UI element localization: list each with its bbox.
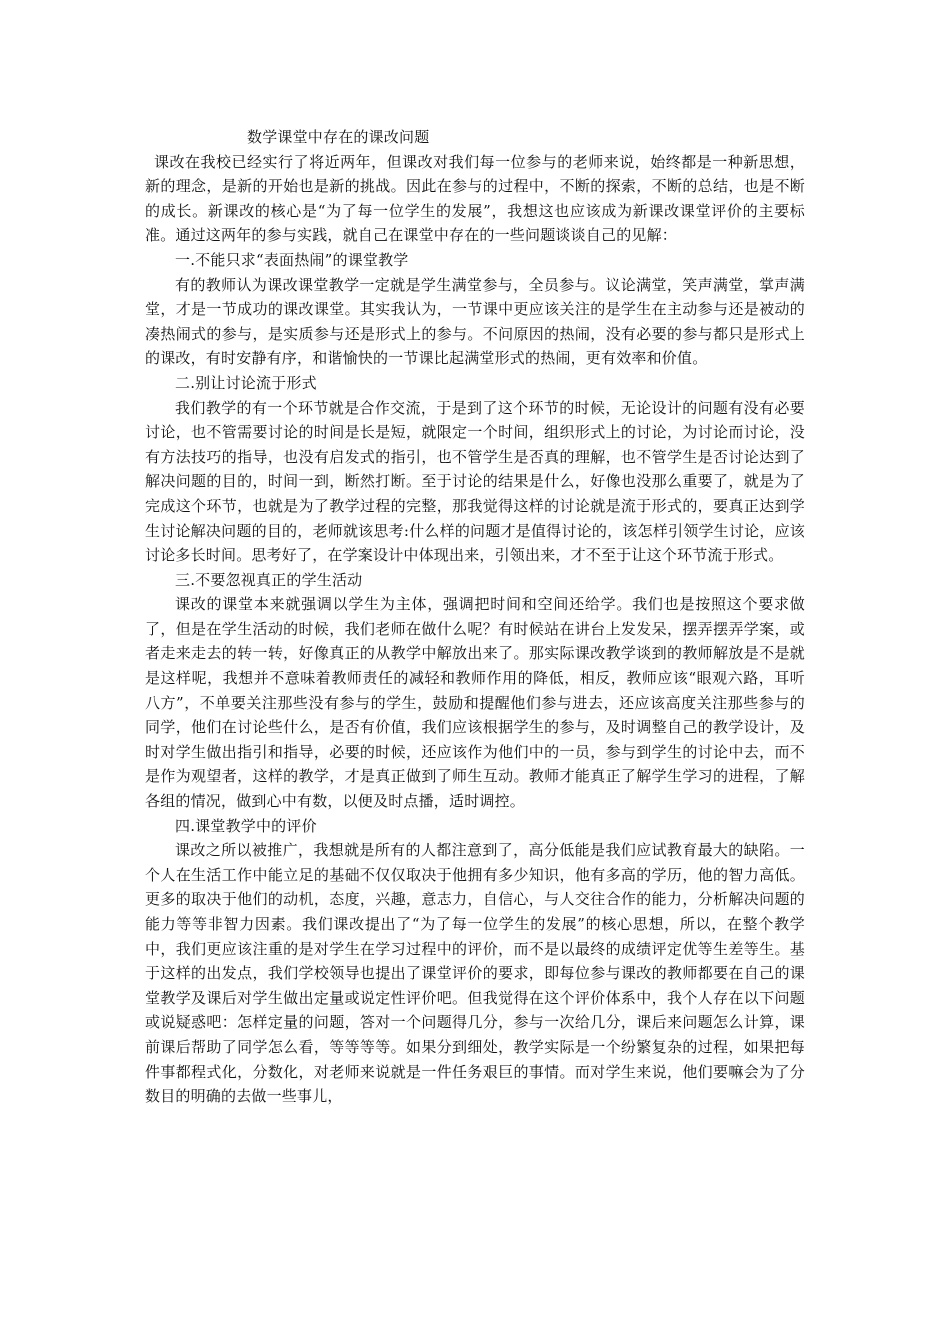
section-heading-3: 三.不要忽视真正的学生活动 <box>175 570 363 589</box>
section-body-1: 有的教师认为课改课堂教学一定就是学生满堂参与，全员参与。议论满堂，笑声满堂，掌声满堂，才是一节成功的课改课堂。其实我认为，一节课中更应该关注的是学生在主动参与还是被动的凑热闹式的参与，是实质参与还是形式上的参与。不问原因的热闹，没有必要的参与都只是形式上的课改，有时安静有序，和谐愉快的一节课比起满堂形式的热闹，更有效率和价值。 <box>145 275 805 368</box>
intro-paragraph: 课改在我校已经实行了将近两年，但课改对我们每一位参与的老师来说，始终都是一种新思想，新的理念，是新的开始也是新的挑战。因此在参与的过程中，不断的探索，不断的总结，也是不断的成长。新课改的核心是“为了每一位学生的发展”，我想这也应该成为新课改课堂评价的主要标准。通过这两年的参与实践，就自己在课堂中存在的一些问题谈谈自己的见解： <box>145 152 805 245</box>
section-heading-4: 四.课堂教学中的评价 <box>175 816 317 835</box>
section-heading-1: 一.不能只求“表面热闹”的课堂教学 <box>175 250 409 269</box>
document-title: 数学课堂中存在的课改问题 <box>247 128 430 146</box>
section-body-2: 我们教学的有一个环节就是合作交流，于是到了这个环节的时候，无论设计的问题有没有必要讨论，也不管需要讨论的时间是长是短，就限定一个时间，组织形式上的讨论，为讨论而讨论，没有方法技巧的指导，也没有启发式的指引，也不管学生是否真的理解，也不管学生是否讨论达到了解决问题的目的，时间一到，断然打断。至于讨论的结果是什么，好像也没那么重要了，就是为了完成这个环节，也就是为了教学过程的完整，那我觉得这样的讨论就是流于形式的，要真正达到学生讨论解决问题的目的，老师就该思考:什么样的问题才是值得讨论的，该怎样引领学生讨论，应该讨论多长时间。思考好了，在学案设计中体现出来，引领出来，才不至于让这个环节流于形式。 <box>145 398 805 565</box>
section-heading-2: 二.别让讨论流于形式 <box>175 373 317 392</box>
section-body-3: 课改的课堂本来就强调以学生为主体，强调把时间和空间还给学。我们也是按照这个要求做了，但是在学生活动的时候，我们老师在做什么呢？有时候站在讲台上发发呆，摆弄摆弄学案，或者走来走去的转一转，好像真正的从教学中解放出来了。那实际课改教学谈到的教师解放是不是就是这样呢，我想并不意味着教师责任的减轻和教师作用的降低，相反，教师应该“眼观六路，耳听八方”，不单要关注那些没有参与的学生，鼓励和提醒他们参与进去，还应该高度关注那些参与的同学，他们在讨论些什么，是否有价值，我们应该根据学生的参与，及时调整自己的教学设计，及时对学生做出指引和指导，必要的时候，还应该作为他们中的一员，参与到学生的讨论中去，而不是作为观望者，这样的教学，才是真正做到了师生互动。教师才能真正了解学生学习的进程，了解各组的情况，做到心中有数，以便及时点播，适时调控。 <box>145 595 805 811</box>
section-body-4: 课改之所以被推广，我想就是所有的人都注意到了，高分低能是我们应试教育最大的缺陷。一个人在生活工作中能立足的基础不仅仅取决于他拥有多少知识，他有多高的学历，他的智力高低。更多的取决于他们的动机，态度，兴趣，意志力，自信心，与人交往合作的能力，分析解决问题的能力等等非智力因素。我们课改提出了“为了每一位学生的发展”的核心思想，所以，在整个教学中，我们更应该注重的是对学生在学习过程中的评价，而不是以最终的成绩评定优等生差等生。基于这样的出发点，我们学校领导也提出了课堂评价的要求，即每位参与课改的教师都要在自己的课堂教学及课后对学生做出定量或说定性评价吧。但我觉得在这个评价体系中，我个人存在以下问题或说疑惑吧：怎样定量的问题，答对一个问题得几分，参与一次给几分，课后来问题怎么计算，课前课后帮助了同学怎么看，等等等等。如果分到细处，教学实际是一个纷繁复杂的过程，如果把每件事都程式化，分数化，对老师来说就是一件任务艰巨的事情。而对学生来说，他们要嘛会为了分数目的明确的去做一些事儿， <box>145 841 805 1106</box>
document-body <box>145 125 805 1109</box>
